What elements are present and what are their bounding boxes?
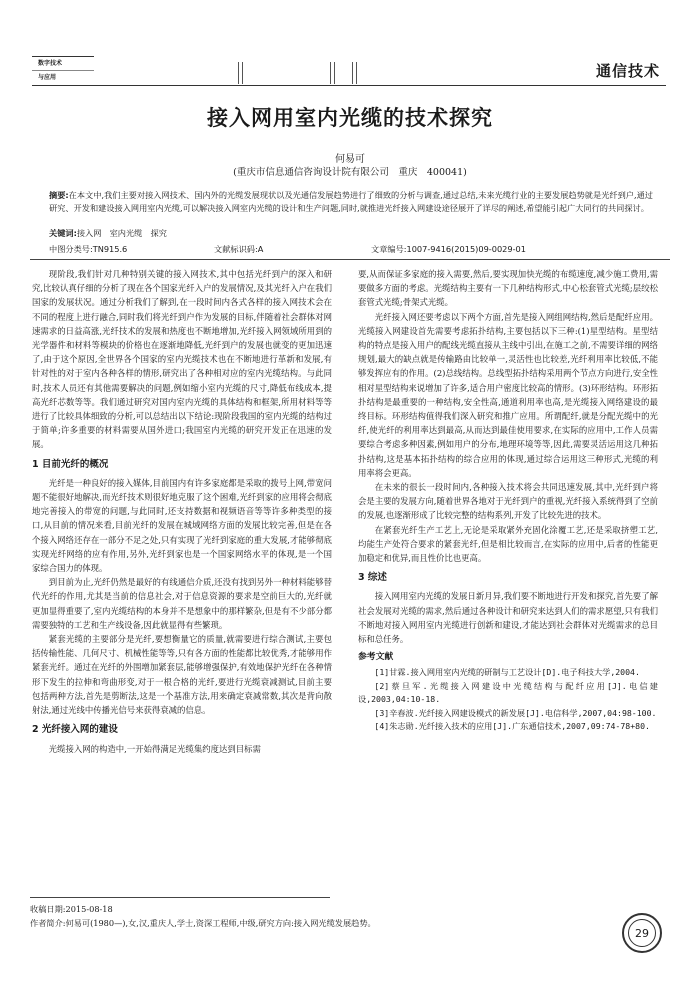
paragraph: 到目前为止,光纤仍然是最好的有线通信介质,还没有找到另外一种材料能够替代光纤的作用,尤其是当前的信息社会,对于信息资源的要求是空前巨大的,光纤就更加显得重要了,室内光缆结构的本身并不是想象中的那样繁杂,但是有不少部分都需要独特的工艺和生产线设备,因此就显得有些繁琐。 — [32, 577, 332, 630]
paragraph: 在未来的很长一段时间内,各种接入技术将会共同迅速发展,其中,光纤到户将会是主要的发展方向,随着世界各地对于光纤到户的重视,光纤接入系统得到了空前的发展,也逐渐形成了比较完整的结构系列,开发了比较先进的技术。 — [358, 482, 658, 521]
keywords-text: 接入网 室内光缆 探究 — [76, 228, 167, 238]
paragraph: 在紧套光纤生产工艺上,无论是采取紧外充固化涂覆工艺,还是采取挤塑工艺,均能生产处符合要求的紧套光纤,但是相比较而言,在实际的应用中,后者的性能更加稳定和优异,而且性价比也更高。 — [358, 524, 658, 564]
received-date: 收稿日期:2015-08-18 — [30, 904, 113, 914]
keywords — [49, 228, 167, 239]
document-code: 文献标识码:A — [214, 244, 264, 254]
footnote-rule — [30, 897, 330, 898]
abstract-text: 在本文中,我们主要对接入网技术、国内外的光缆发展现状以及光通信发展趋势进行了细致的分析与调查,通过总结,未来光缆行业的主要发展趋势就是光纤到户,通过研究、开发和建设接入网用室内光缆,可以解决接入网室内光缆的设计和生产问题,同时,就推进光纤接入网建设途径展开了详尽的阐述,希望能引起广大同行的共同探讨。 — [49, 190, 653, 213]
section-heading-1: 1 目前光纤的概况 — [32, 458, 109, 470]
logo-line-1: 数字技术 — [32, 57, 94, 71]
footnote — [30, 903, 376, 930]
logo-line-2: 与应用 — [38, 74, 57, 81]
clc-number: 中图分类号:TN915.6 — [49, 244, 128, 254]
reference-item: [2]蔡旦军.光缆接入网建设中光缆结构与配纤应用[J].电信建设,2003,04:10-18. — [358, 680, 658, 705]
reference-item: [1]甘霖.接入网用室内光缆的研制与工艺设计[D].电子科技大学,2004. — [374, 667, 640, 678]
paragraph: 接入网用室内光缆的发展日新月异,我们要不断地进行开发和探究,首先要了解社会发展对光缆的需求,然后通过各种设计和研究来达到人们的需求愿望,只有我们不断地对接入网用室内光缆进行创新和建设,才能达到社会群体对光缆需求的总目标和总任务。 — [358, 591, 658, 645]
abstract-rule — [30, 259, 670, 260]
reference-item: [3]辛春波.光纤接入网建设模式的新发展[J].电信科学,2007,04:98-100. — [374, 707, 657, 718]
page-number: 29 — [628, 919, 656, 947]
section-label: 通信技术 — [595, 62, 660, 80]
paragraph: 光纤是一种良好的接入媒体,目前国内有许多家庭都是采取的拨号上网,带宽问题不能很好地解决,而光纤技术则很好地克服了这个困难,光纤到家的应用将会彻底地完善接入的带宽的问题,与此同时,还支持数据和视频语音等等许多种类型的接口,从目前的情况来看,目前光纤的发展在城域网络方面的发展比较完善,但是在各个接入网络还存在一部分不足之处,只有实现了光纤到家庭的重大发展,才能够彻底实现光纤网络的应有作用,另外,光纤到家也是一个国家网络水平的体现,是一个国家综合国力的体现。 — [32, 477, 332, 574]
section-heading-3: 3 综述 — [358, 572, 387, 584]
header-rule — [32, 85, 666, 86]
abstract-label: 摘要: — [49, 190, 69, 200]
abstract — [49, 189, 653, 214]
author: 何易可 — [335, 154, 365, 165]
article-number: 文章编号:1007-9416(2015)09-0029-01 — [371, 244, 526, 254]
section-heading-2: 2 光纤接入网的建设 — [32, 724, 118, 736]
page-number-badge — [622, 913, 662, 953]
paragraph: 光缆接入网的构造中,一开始得满足光缆集约度达到目标需 — [48, 743, 261, 754]
right-column — [358, 267, 658, 734]
keywords-label: 关键词: — [49, 228, 77, 238]
affiliation: (重庆市信息通信咨询设计院有限公司 重庆 400041) — [233, 167, 467, 178]
article-title: 接入网用室内光缆的技术探究 — [207, 106, 493, 130]
left-column — [32, 267, 332, 756]
reference-item: [4]朱志勋.光纤接入技术的应用[J].广东通信技术,2007,09:74-78+80. — [374, 721, 650, 732]
paragraph: 要,从而保证多家庭的接入需要,然后,要实现加快光缆的布缆速度,减少施工费用,需要做多方面的考虑。光缆结构主要有一下几种结构形式,中心松套管式光缆;层绞松套管式光缆;骨架式光缆。 — [358, 269, 658, 308]
paragraph: 光纤接入网还要考虑以下两个方面,首先是接入网组网结构,然后是配纤应用。光缆接入网建设首先需要考虑拓扑结构,主要包括以下三种:(1)星型结构。星型结构的特点是接入用户的配线光缆直接从主线中引出,在施工之前,不需要详细的网络规划,最大的缺点就是传输路由比较单一,灵活性也比较差,光纤利用率比较低,不能够发挥应有的作用。(2)总线结构。总线型拓扑结构采用两个节点方向进行,安全性相对星型结构来说增加了许多,适合用户密度比较高的情形。(3)环形结构。环形拓扑结构是最重要的一种结构,安全性高,通道利用率也高,是光缆接入网络建设的最终目标。环形结构值得我们深入研究和推广应用。所谓配纤,就是分配光缆中的光纤,使光纤的利用率达到最高,从而达到最佳使用要求,在实际的应用中,工作人员需要综合考虑多种因素,例如用户的分布,地理环境等等,因此,需要灵活运用这几种拓扑结构,这是基本拓扑结构的综合应用的体现,通过综合运用这三种形式,光缆的利用率将会更高。 — [358, 311, 658, 478]
journal-logo — [32, 56, 94, 86]
references-heading: 参考文献 — [358, 652, 394, 663]
header-divider — [330, 62, 335, 84]
intro-paragraph: 现阶段,我们针对几种特别关键的接入网技术,其中包括光纤到户的深入和研究,比较认真仔细的分析了现在各个国家光纤入户的发展情况,及其光纤入户在我们国家的发展状况。通过分析我们了解到,在一段时间内各式各样的接入网技术会在不同的程度上进行融合,同时我们将光纤到户作为发展的目标,伴随着社会群体对网速需求的日益高涨,光纤技术的发展和热度也不断地增加,光纤接入网领域所用到的光学器件和材料等模块的价格也在逐渐地降低,光纤到户的发展也就变的更加迅速了,由于这个原因,全世界各个国家的室内光缆技术也在不断地进行革新和发展,有针对性的对于室内各种各样的情形,研究出了各种相对应的室内光缆结构。与此同时,技术人员还有其他需要解决的问题,例如缩小室内光缆的尺寸,降低布线成本,提高光纤芯数等等。我们通过研究对国内室内光缆的具体结构和框架,所用材料等等进行了比较具体细致的分析,可以总结出以下结论:现阶段我国的室内光缆的结构过于简单;许多重要的材料需要从国外进口;我国室内光缆的研究开发正在迅速的发展。 — [32, 269, 332, 450]
header-divider — [352, 62, 357, 84]
author-bio: 作者简介:何易可(1980—),女,汉,重庆人,学士,资深工程师,中级,研究方向:接入网光缆发展趋势。 — [30, 917, 376, 928]
header-divider — [238, 62, 243, 84]
paragraph: 紧套光缆的主要部分是光纤,要想衡量它的质量,就需要进行综合测试,主要包括传输性能、几何尺寸、机械性能等等,只有各方面的性能都比较优秀,才能够用作紧套光纤。通过在光纤的外围增加紧套层,能够增强保护,有效地保护光纤在各种情形下发生的拉伸和弯曲形变,对于一根合格的光纤,要进行光缆衰减测试,目前主要包括两种方法,首先是剪断法,这是一个基准方法,用来确定衰减常数,其次是背向散射法,通过光线中传播光信号来获得衰减的信息。 — [32, 634, 332, 716]
